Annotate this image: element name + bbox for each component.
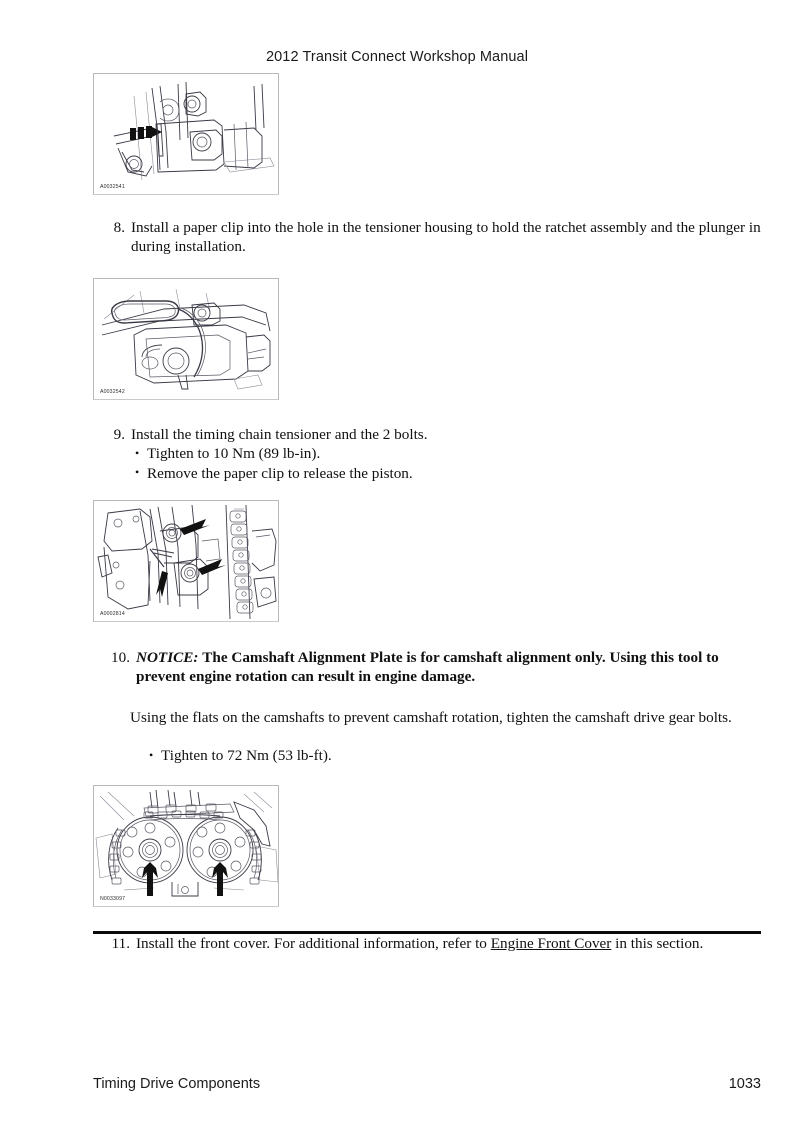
- step-11-text: [136, 934, 763, 953]
- step-11-text-after: in this section.: [611, 934, 704, 952]
- figure-3-id: A0002814: [100, 611, 125, 617]
- step-9: [107, 425, 763, 444]
- figure-4-lineart: [94, 786, 279, 907]
- figure-camshaft-gears: [93, 785, 279, 907]
- step-9-bullets: [135, 444, 763, 483]
- document-content: [93, 73, 763, 953]
- step-9-bullet-1: • Tighten to 10 Nm (89 lb-in).: [135, 444, 763, 464]
- section-divider-rule: [93, 931, 761, 934]
- notice-text: The Camshaft Alignment Plate is for camshaft alignment only. Using this tool to prevent engine rotation can result in engine damage.: [136, 649, 719, 685]
- step-9-bullet-2: • Remove the paper clip to release the piston.: [135, 464, 763, 484]
- footer-page-number: 1033: [728, 1076, 761, 1092]
- step-9-text: Install the timing chain tensioner and the 2 bolts.: [131, 426, 428, 443]
- step-10-notice: [136, 648, 763, 686]
- step-8-text: Install a paper clip into the hole in the tensioner housing to hold the ratchet assembly and the plunger in during installation.: [131, 219, 761, 255]
- step-11-text-before: Install the front cover. For additional information, refer to: [136, 934, 491, 952]
- figure-4-id: N0033097: [100, 895, 126, 902]
- figure-1-lineart: [94, 74, 279, 195]
- step-11-number: 11.: [111, 934, 130, 952]
- figure-2-id: A0032542: [100, 389, 125, 395]
- step-10-paragraph: Using the flats on the camshafts to prevent camshaft rotation, tighten the camshaft drive gear bolts.: [130, 709, 732, 726]
- figure-paperclip-installed: [93, 278, 279, 400]
- page-header-title: 2012 Transit Connect Workshop Manual: [265, 49, 529, 65]
- notice-label: NOTICE:: [136, 649, 199, 666]
- step-8-number: 8.: [113, 219, 125, 236]
- step-11: [105, 934, 763, 953]
- page-footer: [93, 1076, 761, 1092]
- figure-tensioner-housing: [93, 73, 279, 195]
- figure-3-lineart: [94, 501, 279, 622]
- step-8: [107, 218, 763, 256]
- step-10: [105, 648, 763, 686]
- step-9-number: 9.: [113, 426, 125, 443]
- step-10-number: 10.: [111, 649, 130, 666]
- engine-front-cover-link[interactable]: Engine Front Cover: [490, 934, 612, 952]
- step-10-bullet-1: • Tighten to 72 Nm (53 lb-ft).: [149, 746, 763, 766]
- step-10-bullets: [149, 746, 763, 766]
- figure-tensioner-bolts: [93, 500, 279, 622]
- figure-2-lineart: [94, 279, 279, 400]
- footer-section-title: Timing Drive Components: [93, 1076, 261, 1092]
- figure-1-id: A0032541: [100, 184, 125, 190]
